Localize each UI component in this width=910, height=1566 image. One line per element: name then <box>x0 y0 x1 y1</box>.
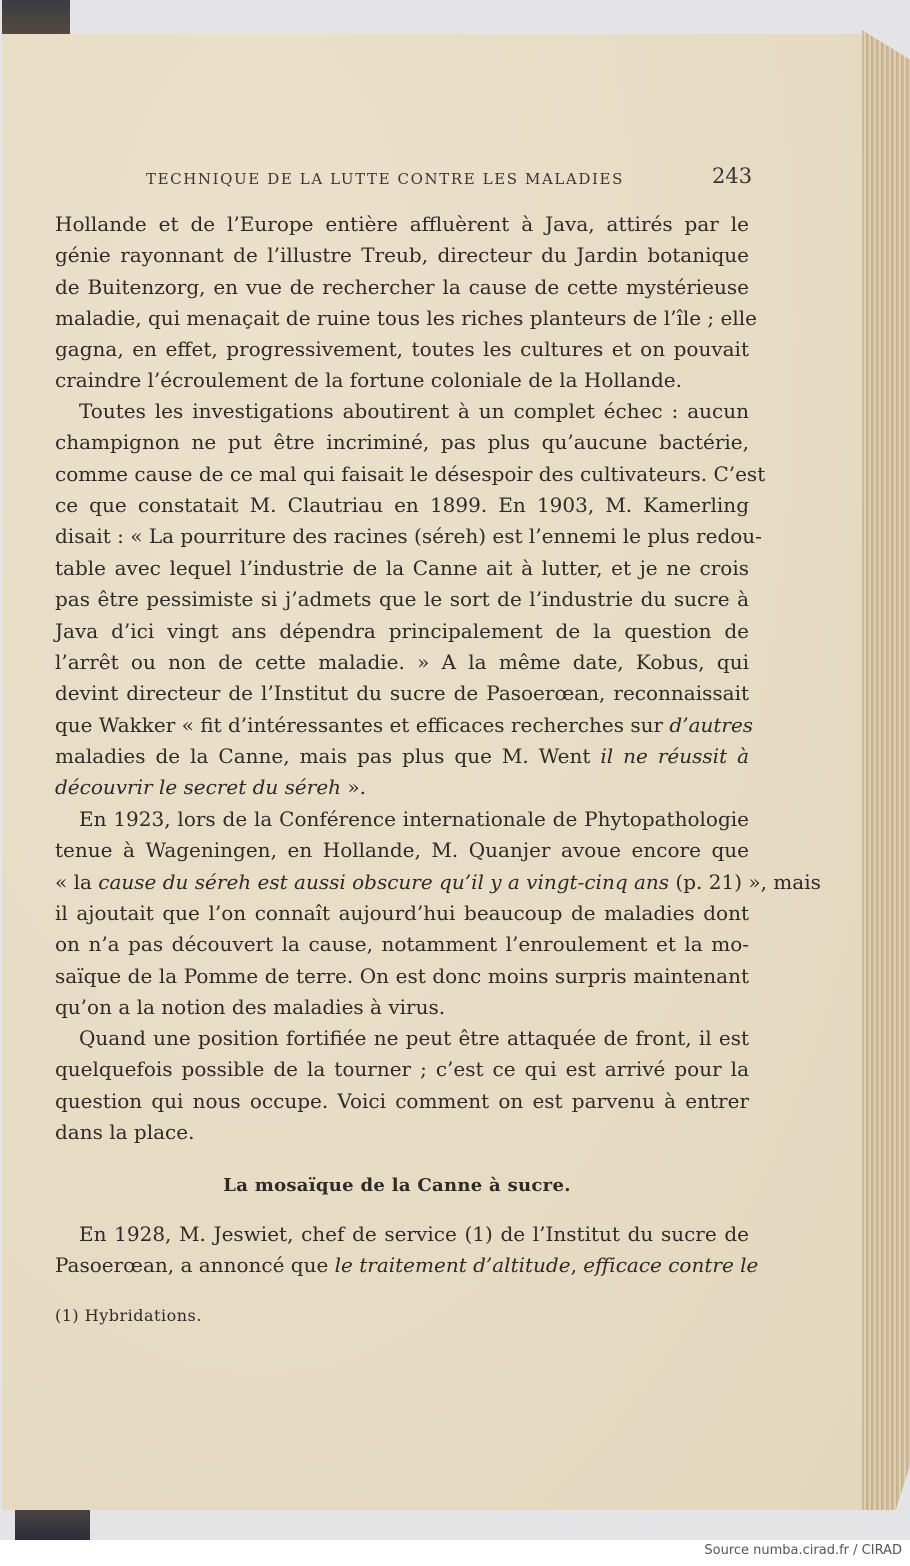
text-line <box>55 993 749 1021</box>
text-line <box>55 617 749 645</box>
text-segment: dans la place. <box>55 1120 195 1144</box>
text-line <box>55 304 757 332</box>
text-line <box>55 397 749 425</box>
text-line <box>55 868 821 896</box>
page-number: 243 <box>712 164 753 188</box>
book-binding <box>15 1508 90 1540</box>
text-line <box>55 742 749 770</box>
text-segment: « la <box>55 870 99 894</box>
text-segment: question qui nous occupe. Voici comment on est parvenu à entrer <box>55 1089 749 1113</box>
text-segment: maladies de la Canne, mais pas plus que M. Went <box>55 744 601 768</box>
text-segment: de Buitenzorg, en vue de rechercher la cause de cette mystérieuse <box>55 275 749 299</box>
text-line <box>55 366 749 394</box>
text-line <box>55 679 749 707</box>
text-segment: saïque de la Pomme de terre. On est donc moins surpris maintenant <box>55 964 749 988</box>
italic-text: efficace contre le <box>583 1253 759 1277</box>
text-segment: En 1928, M. Jeswiet, chef de service (1) de l’Institut du sucre de <box>79 1222 749 1246</box>
source-credit: Source numba.cirad.fr / CIRAD <box>704 1543 902 1558</box>
text-segment: maladie, qui menaçait de ruine tous les riches planteurs de l’île ; elle <box>55 306 757 330</box>
text-segment: Java d’ici vingt ans dépendra principalement de la question de <box>55 619 749 643</box>
italic-text: d’autres <box>669 713 754 737</box>
text-line <box>55 241 749 269</box>
text-segment: disait : « La pourriture des racines (séreh) est l’ennemi le plus redou- <box>55 524 762 548</box>
text-segment: table avec lequel l’industrie de la Canne ait à lutter, et je ne crois <box>55 556 749 580</box>
text-line <box>55 1055 749 1083</box>
text-line <box>55 773 749 801</box>
text-segment: que Wakker « fit d’intéressantes et efficaces recherches sur <box>55 713 670 737</box>
text-segment: En 1923, lors de la Conférence internationale de Phytopathologie <box>79 807 749 831</box>
text-segment: Quand une position fortifiée ne peut être attaquée de front, il est <box>79 1026 749 1050</box>
text-line <box>55 210 749 238</box>
italic-text: découvrir le secret du séreh <box>55 775 342 799</box>
italic-text: le traitement d’altitude <box>334 1253 571 1277</box>
text-line <box>55 1118 749 1146</box>
text-segment: gagna, en effet, progressivement, toutes les cultures et on pouvait <box>55 337 749 361</box>
text-segment: on n’a pas découvert la cause, notamment l’enroulement et la mo- <box>55 932 749 956</box>
text-line <box>55 335 749 363</box>
section-heading: La mosaïque de la Canne à sucre. <box>223 1175 571 1196</box>
text-line <box>55 273 749 301</box>
text-line <box>55 1220 749 1248</box>
text-line <box>55 491 749 519</box>
text-segment: ». <box>341 775 366 799</box>
text-segment: qu’on a la notion des maladies à virus. <box>55 995 446 1019</box>
text-line <box>55 554 749 582</box>
text-line <box>55 522 762 550</box>
text-segment: Hollande et de l’Europe entière affluèrent à Java, attirés par le <box>55 212 749 236</box>
text-line <box>55 836 749 864</box>
text-line <box>55 1251 759 1279</box>
text-segment: Pasoerœan, a annoncé que <box>55 1253 335 1277</box>
text-segment: quelquefois possible de la tourner ; c’est ce qui est arrivé pour la <box>55 1057 749 1081</box>
text-line <box>55 428 749 456</box>
page-edges <box>862 30 910 1510</box>
text-line <box>55 648 749 676</box>
text-line <box>55 962 749 990</box>
text-segment: Toutes les investigations aboutirent à un complet échec : aucun <box>79 399 749 423</box>
text-segment: devint directeur de l’Institut du sucre de Pasoerœan, reconnaissait <box>55 681 749 705</box>
text-segment: génie rayonnant de l’illustre Treub, directeur du Jardin botanique <box>55 243 749 267</box>
text-line <box>55 585 749 613</box>
text-line <box>55 930 749 958</box>
italic-text: cause du séreh est aussi obscure qu’il y a vingt-cinq ans <box>98 870 670 894</box>
footnote: (1) Hybridations. <box>55 1306 202 1325</box>
text-segment: comme cause de ce mal qui faisait le désespoir des cultivateurs. C’est <box>55 462 766 486</box>
text-segment: ce que constatait M. Clautriau en 1899. En 1903, M. Kamerling <box>55 493 749 517</box>
text-segment: tenue à Wageningen, en Hollande, M. Quanjer avoue encore que <box>55 838 749 862</box>
text-line <box>55 899 749 927</box>
italic-text: il ne réussit à <box>600 744 750 768</box>
text-line <box>55 460 766 488</box>
text-segment: pas être pessimiste si j’admets que le sort de l’industrie du sucre à <box>55 587 749 611</box>
running-header: TECHNIQUE DE LA LUTTE CONTRE LES MALADIES <box>146 170 624 188</box>
text-segment: (p. 21) », mais <box>669 870 821 894</box>
text-line <box>55 805 749 833</box>
text-line <box>55 1087 749 1115</box>
text-segment: champignon ne put être incriminé, pas plus qu’aucune bactérie, <box>55 430 749 454</box>
text-segment: il ajoutait que l’on connaît aujourd’hui beaucoup de maladies dont <box>55 901 749 925</box>
text-line <box>55 711 754 739</box>
text-segment: craindre l’écroulement de la fortune coloniale de la Hollande. <box>55 368 682 392</box>
text-line <box>55 1024 749 1052</box>
text-segment: , <box>570 1253 584 1277</box>
text-segment: l’arrêt ou non de cette maladie. » A la même date, Kobus, qui <box>55 650 749 674</box>
